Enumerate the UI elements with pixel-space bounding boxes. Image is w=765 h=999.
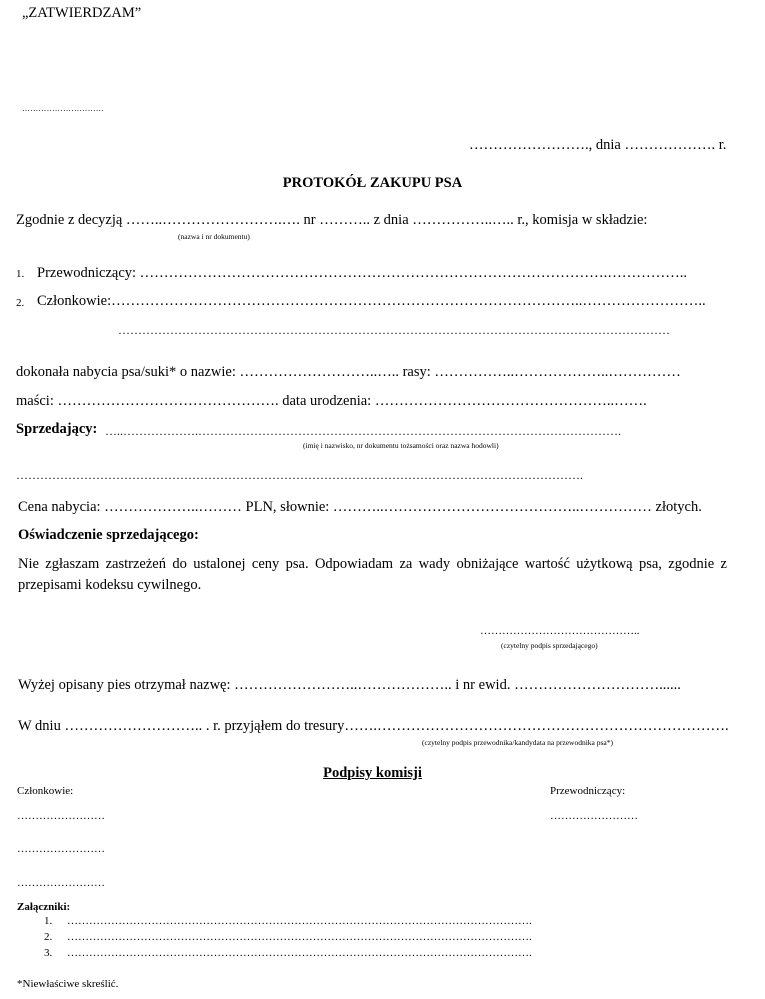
purchase-line: dokonała nabycia psa/suki* o nazwie: ………………………..….. rasy: ……………..………………..…………… bbox=[16, 364, 681, 380]
decision-line: Zgodnie z decyzją ……..…………………….…. nr ……….. z dnia ……………..….. r., komisja w składzie: bbox=[16, 212, 648, 228]
members-signature-label: Członkowie: bbox=[17, 785, 74, 797]
color-birthdate-line: maści: ………………………………………. data urodzenia: …………………………………………..……. bbox=[16, 393, 647, 409]
seller-caption: (imię i nazwisko, nr dokumentu tożsamości oraz nazwa hodowli) bbox=[303, 441, 499, 450]
document-title: PROTOKÓŁ ZAKUPU PSA bbox=[282, 175, 463, 191]
member-signature-line: …………………… bbox=[17, 810, 105, 822]
training-line: W dniu ……………………….. . r. przyjąłem do tresury…….………………………………………………………………. bbox=[18, 718, 729, 734]
dog-name-line: Wyżej opisany pies otrzymał nazwę: ……………………..……………….. i nr ewid. …………………………...... bbox=[18, 677, 681, 693]
footnote: *Niewłaściwe skreślić. bbox=[17, 978, 119, 990]
seller-signature-line: …………………………………….. bbox=[480, 625, 640, 637]
member-signature-line: …………………… bbox=[17, 877, 105, 889]
member-signature-line: …………………… bbox=[17, 843, 105, 855]
approver-signature-line: ………………………… bbox=[22, 104, 104, 113]
attachment-number: 2. bbox=[44, 931, 53, 943]
seller-label: Sprzedający: bbox=[16, 421, 98, 437]
attachment-line: ………………………………………………………………………………………………………………. bbox=[67, 947, 532, 959]
decision-caption: (nazwa i nr dokumentu) bbox=[178, 232, 250, 241]
seller-signature-caption: (czytelny podpis sprzedającego) bbox=[501, 641, 598, 650]
attachments-label: Załączniki: bbox=[17, 901, 71, 913]
members-number: 2. bbox=[16, 297, 25, 309]
seller-line-continued: ……………………………………………………………………………………………………………………………. bbox=[16, 468, 583, 482]
attachment-number: 1. bbox=[44, 915, 53, 927]
attachment-line: ………………………………………………………………………………………………………………. bbox=[67, 915, 532, 927]
members-line-continued: ………………………………………………………………………………………………………………………… bbox=[118, 323, 670, 337]
attachment-number: 3. bbox=[44, 947, 53, 959]
price-line: Cena nabycia: ………………..……… PLN, słownie: ………..…………………………………..…………… złotych. bbox=[18, 499, 702, 515]
members-line: Członkowie:……………………………………………………………………………………..…………………….. bbox=[37, 293, 706, 309]
seller-dots: …..……………….……………………………………………………………………………………………. bbox=[105, 424, 621, 438]
chair-signature-line: …………………… bbox=[550, 810, 638, 822]
attachment-line: ………………………………………………………………………………………………………………. bbox=[67, 931, 532, 943]
chair-signature-label: Przewodniczący: bbox=[550, 785, 626, 797]
chair-line: Przewodniczący: …………………………………………………………………………………….…………….. bbox=[37, 265, 688, 281]
training-caption: (czytelny podpis przewodnika/kandydata na przewodnika psa*) bbox=[422, 738, 613, 747]
place-date-line: ……………………., dnia ………………. r. bbox=[469, 137, 727, 153]
statement-title: Oświadczenie sprzedającego: bbox=[18, 527, 199, 543]
statement-text: Nie zgłaszam zastrzeżeń do ustalonej ceny psa. Odpowiadam za wady obniżające wartość użytkową psa, zgodnie z przepisami kodeksu cywilnego. bbox=[18, 556, 727, 593]
signatures-title: Podpisy komisji bbox=[323, 765, 422, 781]
chair-number: 1. bbox=[16, 268, 25, 280]
approval-header: „ZATWIERDZAM” bbox=[22, 5, 142, 21]
